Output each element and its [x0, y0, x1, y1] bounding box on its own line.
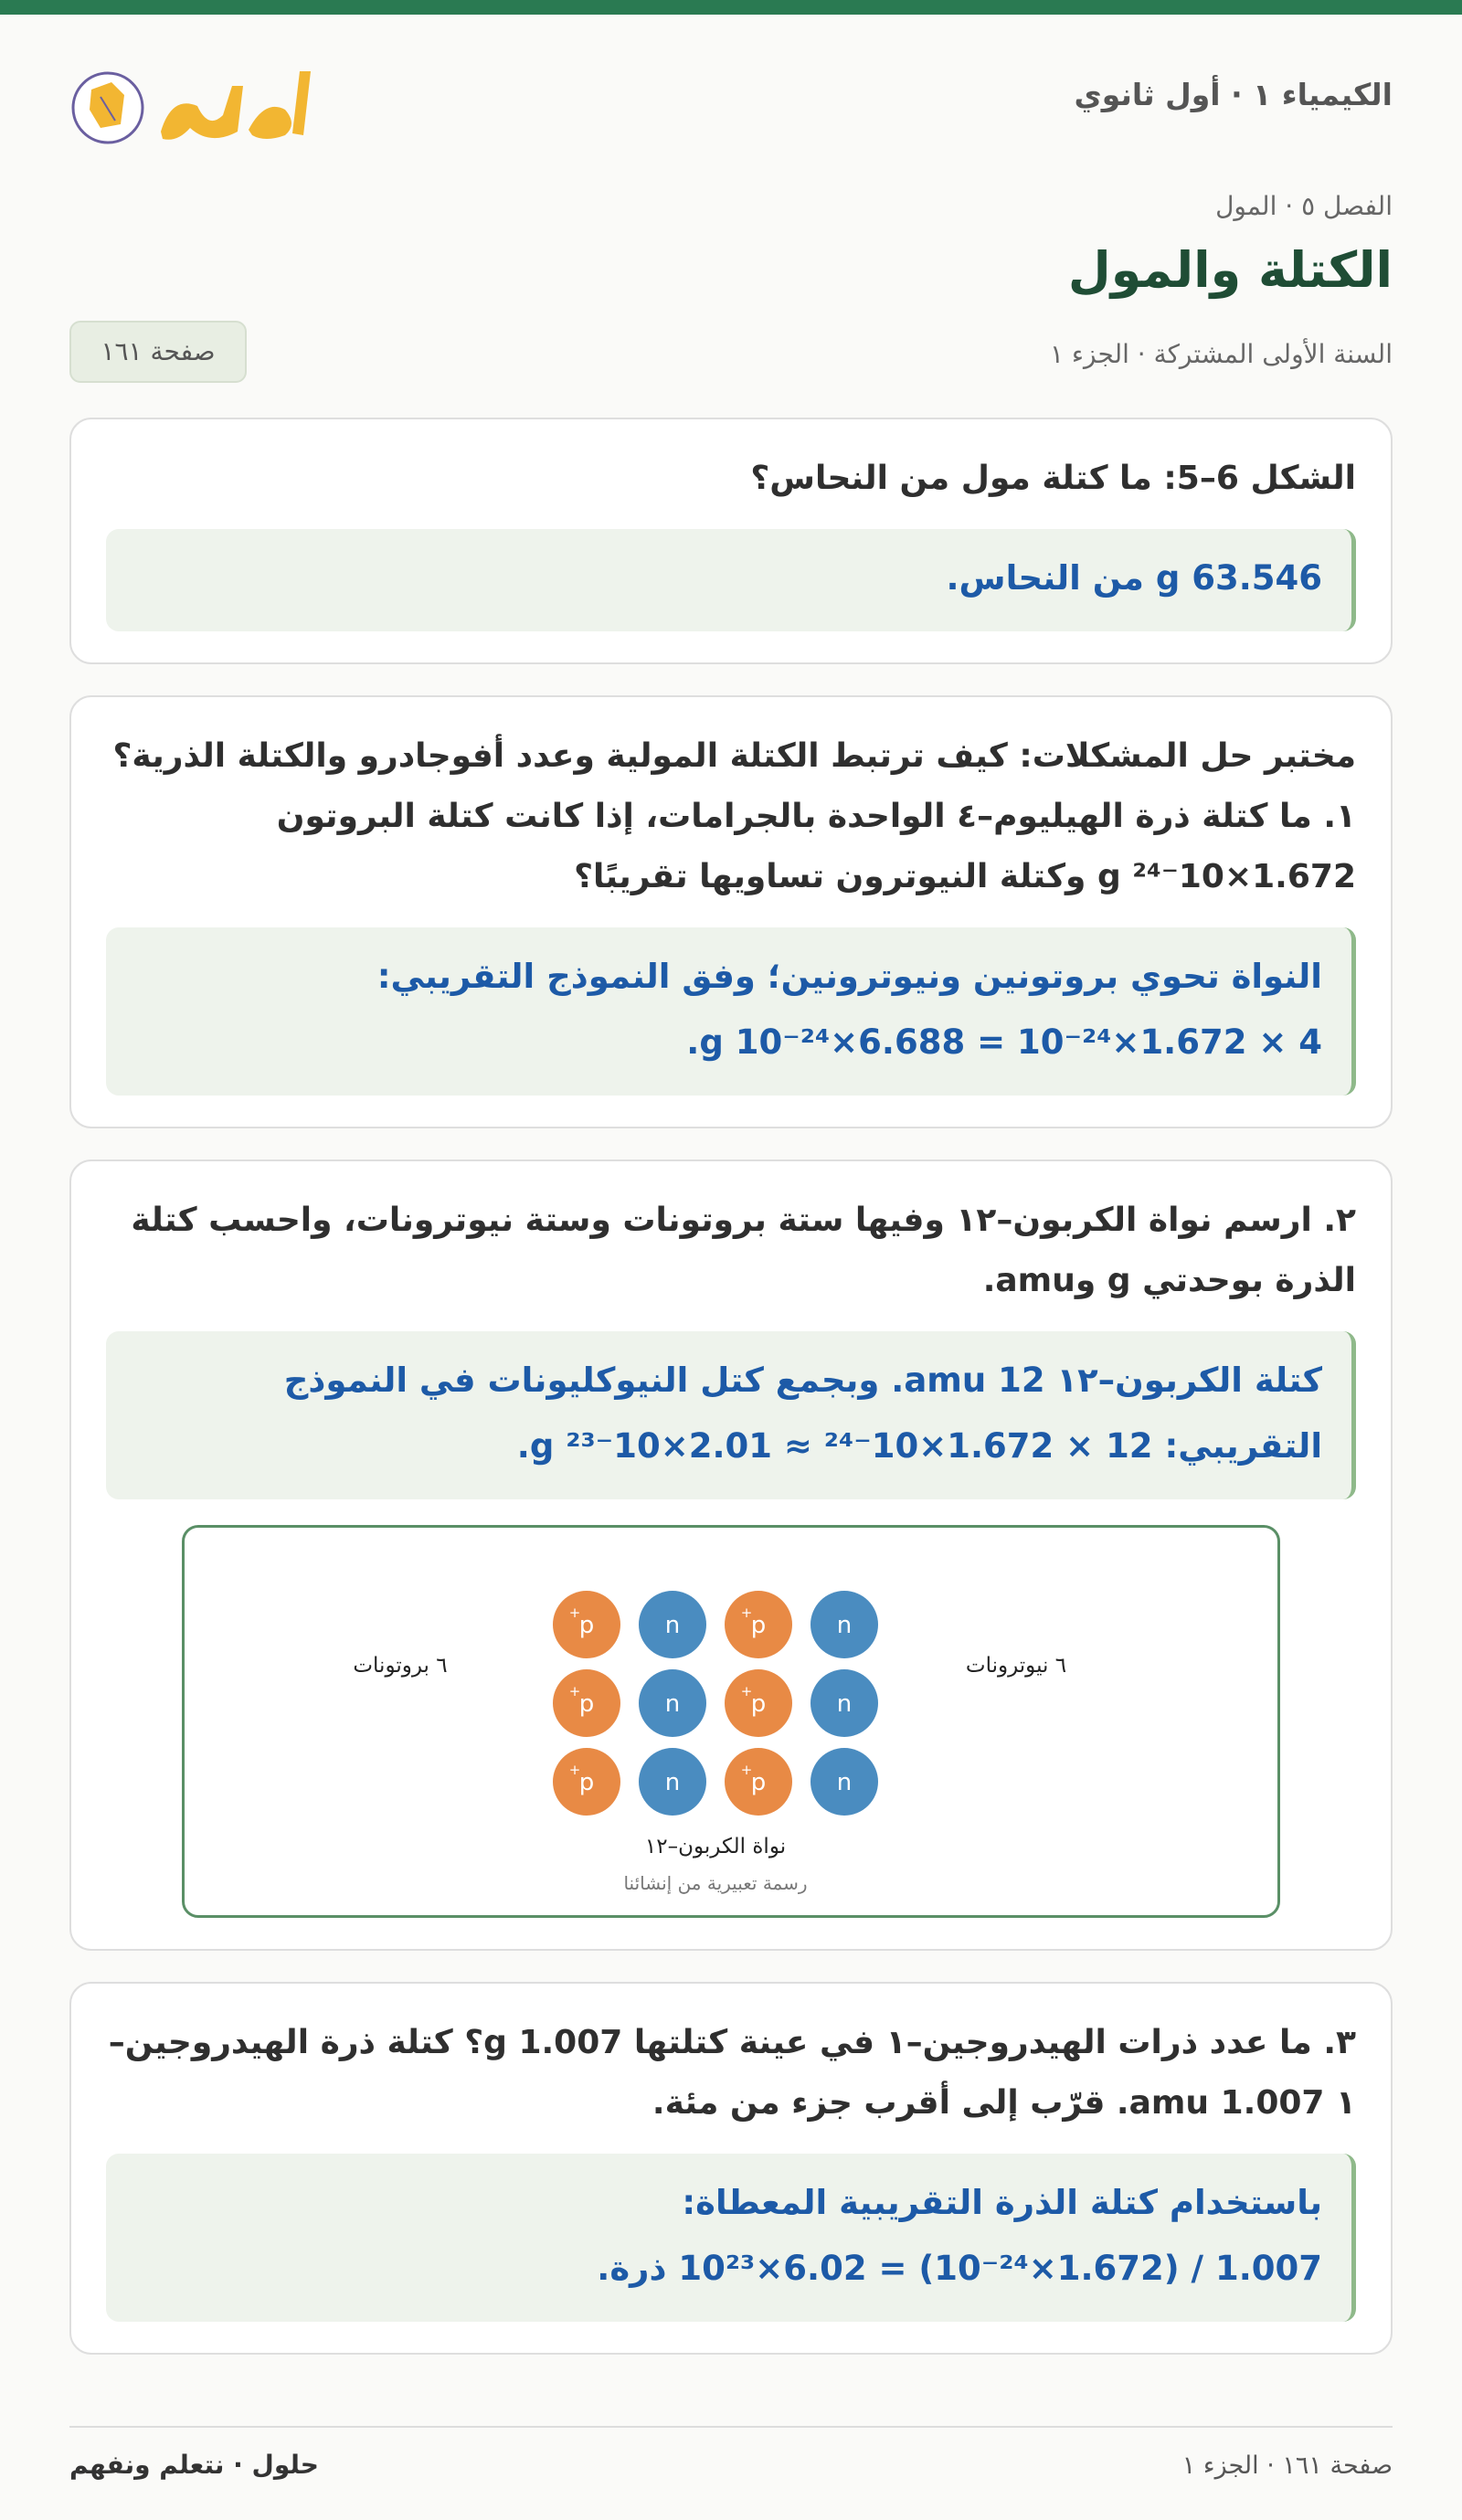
diagram-caption: نواة الكربون–١٢: [644, 1835, 787, 1858]
answer-box: [106, 529, 1356, 631]
question-text: ٢. ارسم نواة الكربون–١٢ وفيها ستة بروتونات وستة نيوترونات، واحسب كتلة الذرة بوحدتي g وamu.: [131, 1202, 1356, 1299]
lesson-title: الكتلة والمول: [1067, 241, 1393, 299]
protons-count-label: ٦ بروتونات: [353, 1654, 448, 1678]
neutron-label: n: [664, 1612, 681, 1639]
answer-line: كتلة الكربون–١٢ 12 amu. وبجمع كتل النيوكليونات في النموذج التقريبي: 12 × 1.672×10⁻²⁴ ≈ 2.01×10⁻²³ g.: [283, 1361, 1322, 1466]
neutron-label: n: [836, 1612, 853, 1639]
question-card-1: [69, 418, 1393, 664]
meta-row: [69, 321, 1393, 386]
carbon-nucleus-diagram: [182, 1525, 1280, 1918]
question-text: مختبر حل المشكلات: كيف ترتبط الكتلة المولية وعدد أفوجادرو والكتلة الذرية؟ ١. ما كتلة ذرة الهيليوم–٤ الواحدة بالجرامات، إذا كانت كتلة البروتون 1.672×10⁻²⁴ g وكتلة النيوترون تساويها تقريبًا؟: [112, 737, 1356, 895]
proton-charge: +: [740, 1604, 753, 1621]
proton-label: p: [750, 1769, 767, 1796]
question-card-4: [69, 1982, 1393, 2355]
answer-line: 1.007 / (1.672×10⁻²⁴) = 6.02×10²³ ذرة.: [597, 2249, 1322, 2288]
neutron-label: n: [836, 1690, 853, 1718]
proton-charge: +: [568, 1604, 581, 1621]
neutron-label: n: [664, 1690, 681, 1718]
proton-label: p: [750, 1690, 767, 1718]
page-footer: [69, 2426, 1393, 2483]
question-card-3: [69, 1159, 1393, 1951]
proton-charge: +: [740, 1683, 753, 1699]
proton-label: p: [750, 1612, 767, 1639]
question-card-2: [69, 695, 1393, 1128]
hulul-logo[interactable]: [69, 51, 316, 161]
neutron-label: n: [664, 1769, 681, 1796]
neutron-label: n: [836, 1769, 853, 1796]
footer-page-info: صفحة ١٦١ · الجزء ١: [1181, 2451, 1393, 2480]
answer-line: 4 × 1.672×10⁻²⁴ = 6.688×10⁻²⁴ g.: [686, 1022, 1322, 1062]
question-text: الشكل 6–5: ما كتلة مول من النحاس؟: [750, 460, 1356, 497]
proton-label: p: [578, 1612, 595, 1639]
neutrons-count-label: ٦ نيوترونات: [965, 1654, 1067, 1678]
answer-box: [106, 927, 1356, 1096]
nucleus-svg: [185, 1528, 1277, 1915]
answer-line: النواة تحوي بروتونين ونيوترونين؛ وفق النموذج التقريبي:: [376, 957, 1322, 996]
page-header: [69, 15, 1393, 165]
meta-text: السنة الأولى المشتركة · الجزء ١: [1049, 339, 1393, 369]
logo-graphic: [69, 51, 316, 161]
question-text: ٣. ما عدد ذرات الهيدروجين–١ في عينة كتلتها 1.007 g؟ كتلة ذرة الهيدروجين–١ 1.007 amu. قرّب إلى أقرب جزء من مئة.: [108, 2024, 1356, 2122]
page-content: [69, 15, 1393, 2355]
diagram-note: رسمة تعبيرية من إنشائنا: [623, 1872, 808, 1894]
answer-box: [106, 2154, 1356, 2322]
page-badge: صفحة ١٦١: [69, 321, 247, 383]
proton-label: p: [578, 1769, 595, 1796]
top-accent-bar: [0, 0, 1462, 15]
chapter-label: الفصل ٥ · المول: [1215, 191, 1393, 221]
proton-label: p: [578, 1690, 595, 1718]
answer-line: 63.546 g من النحاس.: [946, 558, 1322, 598]
answer-line: باستخدام كتلة الذرة التقريبية المعطاة:: [682, 2183, 1322, 2222]
footer-brand: حلول · نتعلم ونفهم: [69, 2450, 319, 2480]
proton-charge: +: [740, 1762, 753, 1778]
answer-box: [106, 1331, 1356, 1499]
proton-charge: +: [568, 1683, 581, 1699]
proton-charge: +: [568, 1762, 581, 1778]
book-title: الكيمياء ١ · أول ثانوي: [1074, 77, 1393, 112]
